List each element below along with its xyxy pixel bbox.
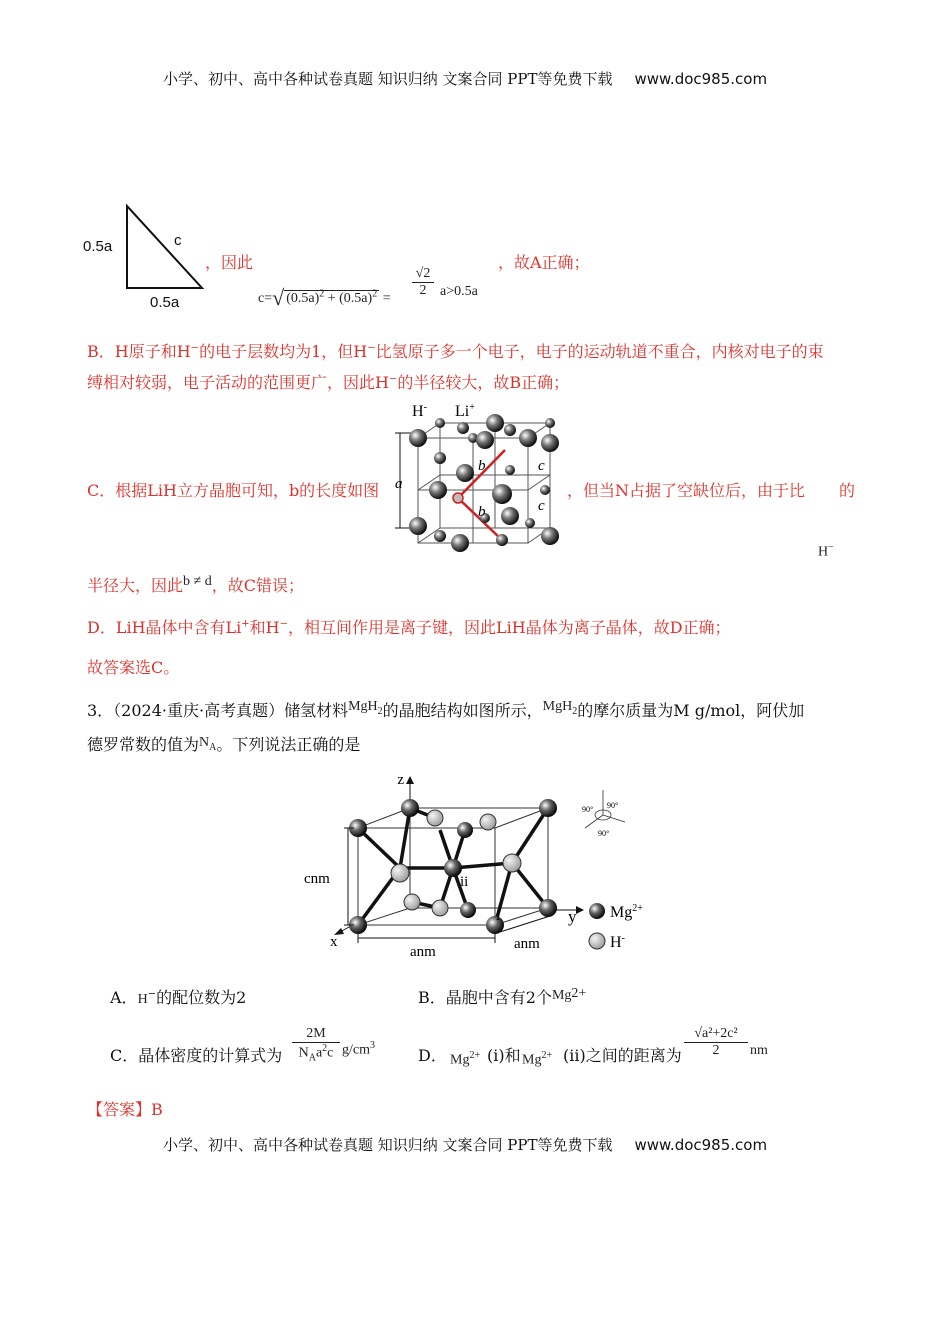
para-d-p2: 和H <box>249 618 280 637</box>
triangle-bottom-label: 0.5a <box>150 294 180 311</box>
lih-b-label-top: b <box>478 458 486 474</box>
para-c-line2 <box>87 573 304 596</box>
option-d-fraction <box>684 1026 748 1059</box>
para-d <box>87 615 731 638</box>
formula-den: 2 <box>419 283 427 298</box>
triangle-hyp-label: c <box>174 232 182 249</box>
mgh2-crystal-figure <box>300 770 660 970</box>
para-d-p3: ，相互间作用是离子键，因此LiH晶体为离子晶体，故D正确； <box>288 618 731 637</box>
triangle-left-label: 0.5a <box>83 238 113 255</box>
formula-sqrt2: √2 <box>412 266 434 283</box>
para-c-l2-p1: 半径大，因此 <box>87 576 184 595</box>
lih-h-label: H- <box>412 402 427 420</box>
answer <box>87 1097 163 1120</box>
para-b-l2-p2: 的半径较大，故B正确； <box>397 373 570 392</box>
page-header <box>163 68 767 89</box>
option-a-p1: A． <box>110 988 138 1007</box>
formula-plus: + <box>327 291 336 306</box>
option-a <box>110 985 246 1008</box>
option-c-den: $N_Aa^2c$ <box>298 1043 334 1064</box>
formula-sup2: 2 <box>372 288 378 300</box>
q3-mgh2-2: MgH$_2$ <box>542 699 578 717</box>
q3-l1-p4: ，阿伏加 <box>740 701 805 720</box>
page-footer <box>163 1134 767 1155</box>
footer-text: 小学、初中、高中各种试卷真题 知识归纳 文案合同 PPT等免费下载 <box>163 1136 613 1154</box>
para-b-sup2: − <box>367 342 376 354</box>
formula-c: c=√ $(0.5a)^2 + (0.5a)^2$ = <box>258 285 391 310</box>
para-b-l1-p2: 的电子层数均为1，但H <box>199 342 368 361</box>
option-b-p1: B．晶胞中含有2个 <box>418 988 552 1007</box>
option-c-unit: $g/cm^3$ <box>342 1040 375 1058</box>
answer-label: 【答案】 <box>87 1100 152 1119</box>
para-b-l1-p1: B．H原子和H <box>87 342 191 361</box>
mgh2-i-label: i <box>496 908 501 924</box>
para-b-sup3: − <box>388 373 398 385</box>
lih-b-label-bottom: b <box>478 504 486 520</box>
para-c-h-sup: − <box>828 542 834 553</box>
formula-eq: = <box>382 291 391 306</box>
formula-c-lhs: c= <box>258 291 273 306</box>
q3-mgh2-1: MgH$_2$ <box>348 699 383 717</box>
mgh2-anm-right: anm <box>514 936 540 952</box>
q3-l1-p1: 3．（2024·重庆·高考真题）储氢材料 <box>87 701 349 720</box>
formula-tail: a>0.5a <box>440 284 478 299</box>
angle-label-2: 90° <box>607 801 619 810</box>
para-c-formula: b ≠ d <box>183 574 212 589</box>
mgh2-ii-label: ii <box>460 874 469 890</box>
option-c-num: 2M <box>292 1026 340 1043</box>
para-c-h-minus <box>818 542 834 561</box>
option-d-mg2: $Mg^{2+}$ <box>522 1050 553 1068</box>
para-c-l2-p2: ，故C错误； <box>211 576 304 595</box>
option-d-mg1: $Mg^{2+}$ <box>450 1050 481 1068</box>
para-c-h: H <box>818 544 829 560</box>
legend-mg: $Mg^{2+}$ <box>610 903 643 921</box>
formula-term2: (0.5a) <box>339 291 373 306</box>
angle-label-3: 90° <box>598 829 610 838</box>
para-b-sup1: − <box>190 342 200 354</box>
q3-l2-p1: 德罗常数的值为 <box>87 735 200 754</box>
para-c-p2: ，但当N占据了空缺位后，由于比 <box>567 481 806 500</box>
option-d-p2: (i)和 <box>487 1046 521 1065</box>
option-b-mg: Mg <box>551 988 572 1003</box>
formula-term1: (0.5a) <box>286 291 320 306</box>
lih-crystal-figure <box>390 398 570 558</box>
lih-li-label: Li+ <box>455 402 475 420</box>
mgh2-y-label: y <box>568 907 577 926</box>
q3-l2-p2: 。下列说法正确的是 <box>216 735 361 754</box>
formula-sup1: 2 <box>319 288 325 300</box>
option-c-text: C．晶体密度的计算式为 <box>110 1046 283 1065</box>
lih-c-label-top: c <box>538 458 545 474</box>
para-c-p1: C．根据LiH立方晶胞可知，b的长度如图 <box>87 481 380 500</box>
question3-line1 <box>87 698 804 723</box>
q3-l1-p2: 的晶胞结构如图所示， <box>382 701 543 720</box>
option-c-fraction <box>292 1026 340 1063</box>
para-b-l2-p1: 缚相对较弱，电子活动的范围更广，因此H <box>87 373 389 392</box>
option-b <box>418 985 586 1008</box>
para-b-line2 <box>87 370 569 393</box>
lih-a-label: a <box>395 476 403 492</box>
question3-line2 <box>87 732 360 757</box>
conclusion: 故答案选C。 <box>87 658 180 677</box>
header-text: 小学、初中、高中各种试卷真题 知识归纳 文案合同 PPT等免费下载 <box>163 70 613 88</box>
option-d-p3: (ii)之间的距离为 <box>563 1046 682 1065</box>
q3-na: $N_A$ <box>199 735 217 753</box>
mgh2-cnm: cnm <box>304 871 330 887</box>
angle-label-1: 90° <box>582 805 594 814</box>
mgh2-x-label: x <box>330 934 338 950</box>
line-a-suffix: ，故A正确； <box>498 253 590 272</box>
para-b-l1-p3: 比氢原子多一个电子，电子的运动轨道不重合，内核对电子的束 <box>375 342 824 361</box>
option-d-den: 2 <box>712 1043 720 1058</box>
header-site: www.doc985.com <box>634 70 768 88</box>
option-d-p1: D． <box>418 1046 447 1065</box>
option-d-unit: nm <box>750 1043 768 1058</box>
para-c-p3: 的 <box>839 481 856 500</box>
answer-value: B <box>151 1100 163 1119</box>
option-a-sup: − <box>147 988 157 1000</box>
mgh2-anm-bottom: anm <box>410 944 436 960</box>
lih-c-label-bottom: c <box>538 498 545 514</box>
q3-molar: M g/mol <box>673 701 741 720</box>
option-a-h: H <box>137 992 148 1007</box>
para-d-sup1: + <box>241 618 250 630</box>
para-d-p1: D．LiH晶体中含有Li <box>87 618 242 637</box>
q3-l1-p3: 的摩尔质量为 <box>577 701 674 720</box>
formula-fraction <box>412 266 434 299</box>
para-d-sup2: − <box>279 618 289 630</box>
option-b-sup: 2+ <box>571 985 587 1001</box>
para-b-line1 <box>87 339 824 362</box>
mgh2-z-label: z <box>397 772 404 788</box>
footer-site: www.doc985.com <box>634 1136 768 1154</box>
legend-h: H- <box>610 933 625 951</box>
option-a-p2: 的配位数为2 <box>156 988 247 1007</box>
option-d-num: √a²+2c² <box>684 1026 748 1043</box>
line-a-prefix: ，因此 <box>205 253 254 272</box>
